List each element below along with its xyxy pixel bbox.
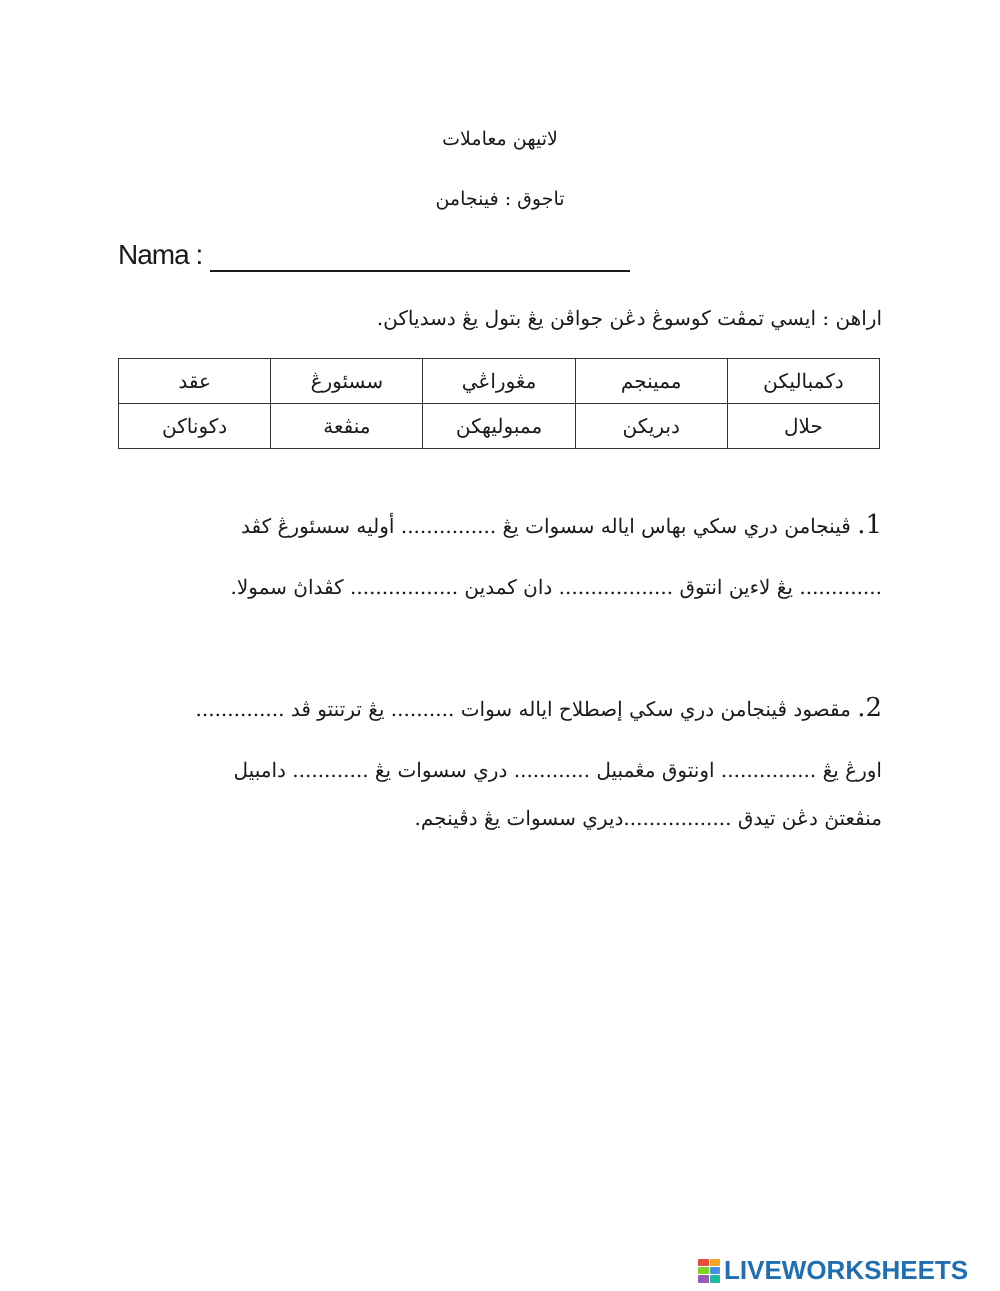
logo-block [710, 1267, 721, 1274]
question-1-text: ڤينجامن دري سكي بهاس اياله سسوات يڠ ............... أوليه سسئورڠ كڤد [241, 514, 851, 538]
word-bank-cell: ممينجم [575, 359, 727, 404]
question-2-line-1 [150, 693, 882, 723]
word-bank-cell: دكوناكن [119, 404, 271, 449]
question-1-line-1 [150, 510, 882, 540]
name-input-line[interactable] [210, 240, 630, 272]
question-1-line-2: ............. يڠ لاءين انتوق .................. دان كمدين ................. كڤداڽ سمولا. [230, 575, 882, 599]
word-bank-cell: حلال [727, 404, 879, 449]
logo-block [710, 1275, 721, 1282]
logo-block [698, 1267, 709, 1274]
logo-block [698, 1259, 709, 1266]
question-1-number: 1. [857, 510, 882, 540]
word-bank-cell: دكمباليكن [727, 359, 879, 404]
table-row [119, 359, 880, 404]
logo-mark-icon [698, 1259, 720, 1283]
table-row [119, 404, 880, 449]
word-bank-cell: عقد [119, 359, 271, 404]
word-bank-cell: ممبوليهكن [423, 404, 575, 449]
question-2-text: مقصود ڤينجامن دري سكي إصطلاح اياله سوات .......... يڠ ترتنتو ڤد .............. [195, 697, 851, 721]
word-bank-cell: مڠوراڠي [423, 359, 575, 404]
worksheet-subtitle: تاجوق : فينجامن [435, 188, 565, 210]
logo-block [710, 1259, 721, 1266]
question-2-line-3: منڤعتڽ دڠن تيدق .................ديري سسوات يڠ دڤينجم. [414, 806, 882, 830]
name-label: Nama : [118, 239, 203, 270]
word-bank-cell: سسئورڠ [271, 359, 423, 404]
question-2-line-2: اورڠ يڠ ............... اونتوق مڠمبيل ............ دري سسوات يڠ ............ دامبيل [233, 758, 882, 782]
logo-block [698, 1275, 709, 1282]
instruction-text: اراهن : ايسي تمڤت كوسوڠ دڠن جواڤن يڠ بتول يڠ دسدياكن. [376, 306, 882, 330]
name-row [118, 238, 630, 272]
logo-text: LIVEWORKSHEETS [724, 1255, 969, 1285]
word-bank-cell: دبريكن [575, 404, 727, 449]
word-bank-table [118, 358, 880, 449]
question-2-number: 2. [857, 693, 882, 723]
word-bank-cell: منڤعة [271, 404, 423, 449]
liveworksheets-logo [698, 1255, 968, 1286]
worksheet-title: لاتيهن معاملات [442, 128, 558, 150]
